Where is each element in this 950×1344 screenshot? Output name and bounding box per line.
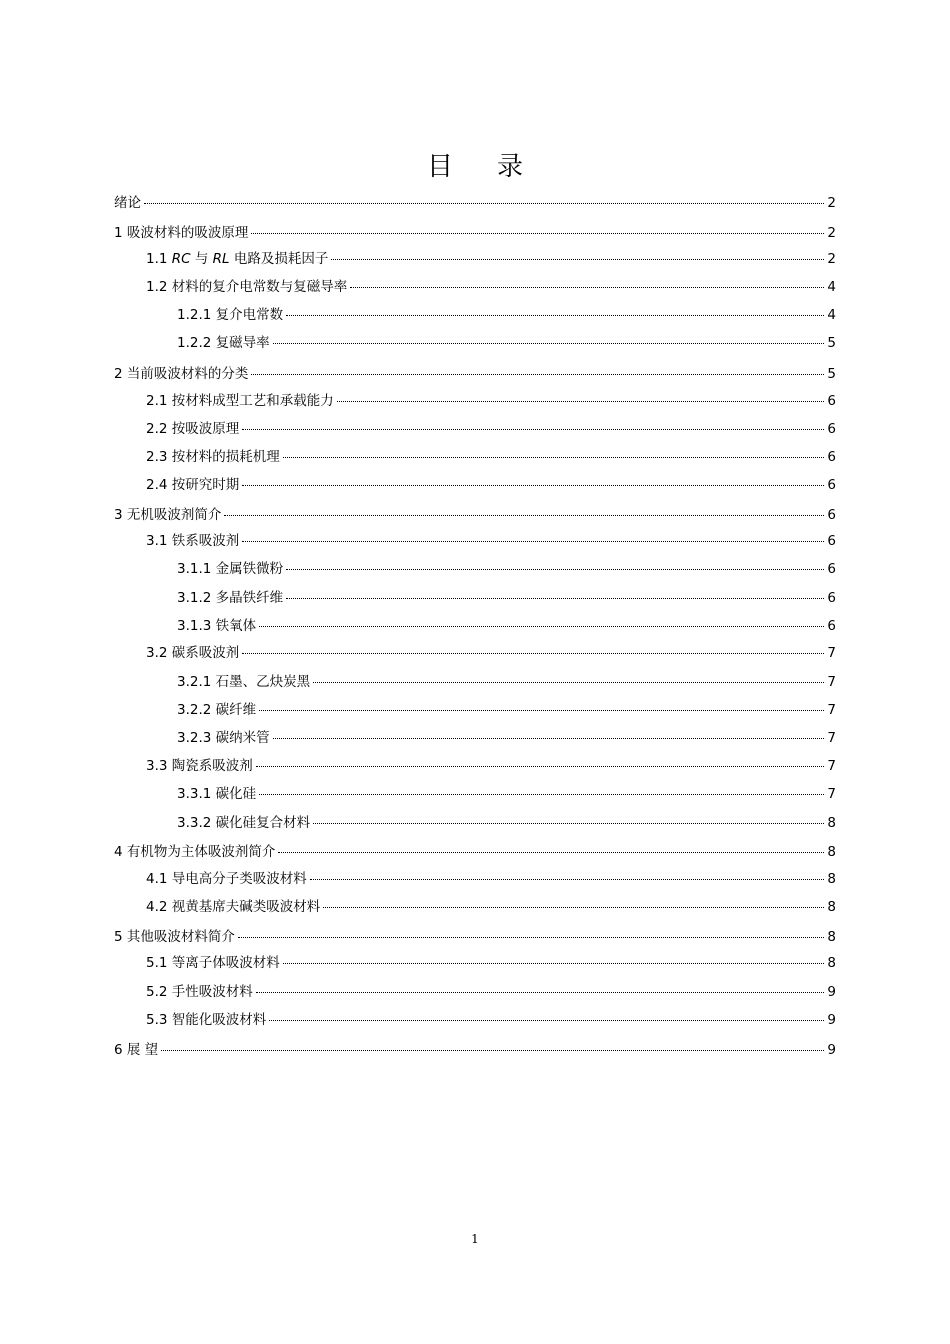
toc-leader-dots [286,598,824,599]
toc-entry[interactable] [177,558,836,580]
toc-entry-page: 8 [827,815,836,831]
toc-entry[interactable] [146,276,836,298]
toc-entry-label: 3.2 碳系吸波剂 [146,645,240,661]
toc-leader-dots [350,287,824,288]
toc-entry-page: 6 [827,561,836,577]
toc-entry[interactable] [114,841,836,863]
toc-entry-page: 4 [827,307,836,323]
toc-entry[interactable] [114,363,836,385]
toc-entry-page: 6 [827,393,836,409]
toc-entry-page: 2 [827,225,836,241]
toc-entry[interactable] [146,952,836,974]
toc-entry-label: 4.1 导电高分子类吸波材料 [146,871,307,887]
toc-entry-page: 4 [827,279,836,295]
toc-leader-dots [286,569,824,570]
toc-entry-label: 3.1.3 铁氧体 [177,618,257,634]
toc-entry-page: 6 [827,477,836,493]
toc-entry-label: 3.3.1 碳化硅 [177,786,257,802]
toc-entry-page: 7 [827,645,836,661]
toc-leader-dots [331,259,824,260]
toc-entry-label: 2.4 按研究时期 [146,477,240,493]
toc-entry-page: 6 [827,449,836,465]
toc-entry-page: 6 [827,421,836,437]
toc-leader-dots [161,1050,824,1051]
toc-leader-dots [242,485,824,486]
toc-leader-dots [259,626,824,627]
toc-entry[interactable] [177,304,836,326]
toc-entry[interactable] [114,222,836,244]
toc-leader-dots [238,937,824,938]
toc-entry[interactable] [177,332,836,354]
toc-leader-dots [337,401,824,402]
toc-entry[interactable] [177,587,836,609]
toc-leader-dots [323,907,824,908]
toc-entry[interactable] [146,474,836,496]
toc-leader-dots [313,682,824,683]
toc-entry-page: 7 [827,674,836,690]
toc-entry[interactable] [114,1039,836,1061]
toc-leader-dots [242,541,824,542]
toc-entry-page: 6 [827,533,836,549]
toc-entry-page: 9 [827,1012,836,1028]
toc-leader-dots [273,343,824,344]
toc-leader-dots [251,374,824,375]
toc-entry-label: 1.1 RC 与 RL 电路及损耗因子 [146,251,329,267]
toc-entry-page: 6 [827,618,836,634]
title-char-2: 录 [497,152,524,182]
toc-entry-label: 3.1 铁系吸波剂 [146,533,240,549]
toc-leader-dots [269,1020,824,1021]
toc-entry-label: 4.2 视黄基席夫碱类吸波材料 [146,899,321,915]
toc-entry[interactable] [146,755,836,777]
toc-entry-label: 3.3 陶瓷系吸波剂 [146,758,253,774]
toc-entry-label: 6 展 望 [114,1042,159,1058]
title-char-1: 目 [426,152,453,182]
toc-leader-dots [256,992,824,993]
toc-entry[interactable] [146,981,836,1003]
toc-entry-page: 2 [827,251,836,267]
toc-entry-page: 7 [827,730,836,746]
toc-entry-label: 2.2 按吸波原理 [146,421,240,437]
toc-entry[interactable] [146,530,836,552]
toc-entry-label: 4 有机物为主体吸波剂简介 [114,844,276,860]
toc-leader-dots [256,766,824,767]
toc-entry[interactable] [146,390,836,412]
toc-entry-label: 1.2.2 复磁导率 [177,335,270,351]
toc-entry-page: 7 [827,702,836,718]
toc-entry[interactable] [146,1009,836,1031]
toc-entry-page: 8 [827,929,836,945]
toc-entry-label: 3.1.1 金属铁微粉 [177,561,284,577]
toc-entry-page: 9 [827,984,836,1000]
toc-entry[interactable] [114,504,836,526]
toc-entry-label: 3.1.2 多晶铁纤维 [177,590,284,606]
toc-entry-label: 绪论 [114,195,141,211]
toc-entry-label: 2 当前吸波材料的分类 [114,366,249,382]
toc-entry[interactable] [177,783,836,805]
toc-entry-page: 6 [827,590,836,606]
toc-entry-page: 8 [827,844,836,860]
toc-entry-page: 6 [827,507,836,523]
toc-entry-label: 5.2 手性吸波材料 [146,984,253,1000]
toc-entry-page: 7 [827,786,836,802]
toc-leader-dots [283,963,824,964]
toc-entry[interactable] [114,926,836,948]
toc-entry-page: 8 [827,899,836,915]
toc-leader-dots [310,879,824,880]
toc-entry-page: 2 [827,195,836,211]
toc-leader-dots [278,852,824,853]
toc-leader-dots [283,457,824,458]
toc-leader-dots [286,315,824,316]
toc-entry[interactable] [177,699,836,721]
toc-entry[interactable] [146,446,836,468]
toc-entry[interactable] [177,615,836,637]
toc-entry-page: 8 [827,871,836,887]
toc-leader-dots [224,515,824,516]
toc-entry[interactable] [177,812,836,834]
toc-entry-label: 5 其他吸波材料简介 [114,929,235,945]
toc-entry-label: 5.1 等离子体吸波材料 [146,955,280,971]
toc-entry-label: 3 无机吸波剂简介 [114,507,222,523]
toc-entry-label: 3.2.2 碳纤维 [177,702,257,718]
toc-entry-label: 3.2.3 碳纳米管 [177,730,270,746]
toc-entry-label: 1.2.1 复介电常数 [177,307,284,323]
toc-leader-dots [242,429,824,430]
toc-entry[interactable] [177,671,836,693]
toc-entry[interactable] [146,896,836,918]
toc-entry-label: 1.2 材料的复介电常数与复磁导率 [146,279,348,295]
toc-entry-page: 5 [827,335,836,351]
toc-entry-page: 5 [827,366,836,382]
toc-entry-page: 8 [827,955,836,971]
toc-entry-label: 3.2.1 石墨、乙炔炭黑 [177,674,311,690]
toc-leader-dots [259,794,824,795]
toc-entry-page: 7 [827,758,836,774]
page-title [0,146,950,183]
toc-entry-label: 2.1 按材料成型工艺和承载能力 [146,393,334,409]
toc-entry-page: 9 [827,1042,836,1058]
toc-entry[interactable] [177,727,836,749]
page-number: 1 [471,1232,479,1246]
toc-entry[interactable] [146,642,836,664]
toc-leader-dots [313,823,824,824]
toc-leader-dots [273,738,824,739]
toc-leader-dots [242,653,824,654]
toc-entry-label: 1 吸波材料的吸波原理 [114,225,249,241]
toc-entry[interactable] [146,418,836,440]
toc-entry[interactable] [146,868,836,890]
toc-entry-label: 3.3.2 碳化硅复合材料 [177,815,311,831]
toc-entry-label: 2.3 按材料的损耗机理 [146,449,280,465]
toc-entry[interactable] [146,248,836,270]
toc-leader-dots [259,710,824,711]
toc-entry-label: 5.3 智能化吸波材料 [146,1012,267,1028]
toc-leader-dots [144,203,824,204]
toc-leader-dots [251,233,824,234]
toc-entry[interactable] [114,192,836,214]
